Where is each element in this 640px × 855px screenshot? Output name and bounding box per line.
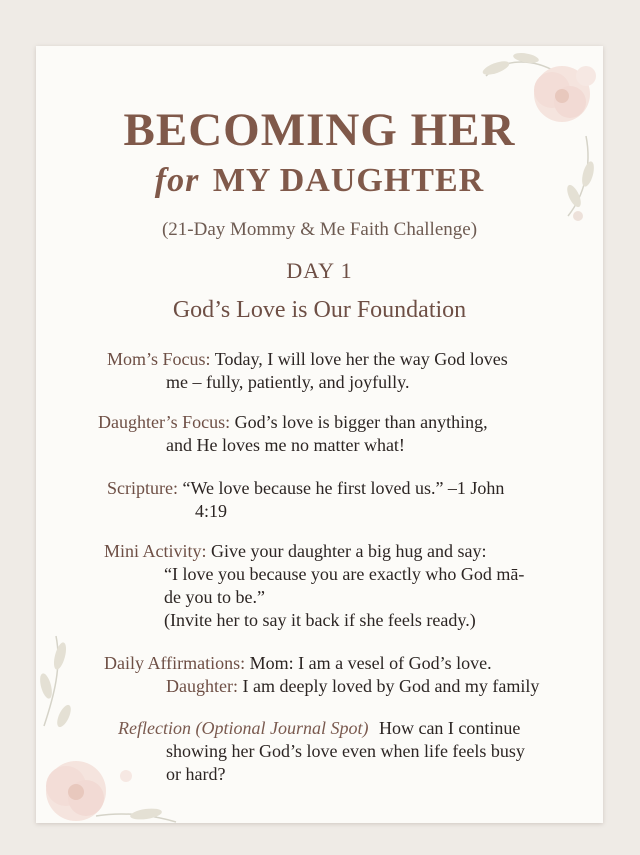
affirmations-daughter-label: Daughter: bbox=[166, 676, 238, 696]
section-affirmations bbox=[104, 652, 539, 698]
daughter-focus-text-2: and He loves me no matter what! bbox=[166, 435, 405, 455]
section-mini-activity bbox=[104, 540, 524, 632]
mom-focus-text-1: Today, I will love her the way God loves bbox=[214, 349, 508, 369]
reflection-text-3: or hard? bbox=[166, 764, 226, 784]
mom-focus-text-2: me – fully, patiently, and joyfully. bbox=[166, 372, 410, 392]
section-daughter-focus bbox=[98, 411, 488, 457]
challenge-card bbox=[36, 46, 603, 823]
title-line-2 bbox=[36, 162, 603, 200]
mini-activity-text-4: (Invite her to say it back if she feels ready.) bbox=[164, 610, 476, 630]
mini-activity-text-1: Give your daughter a big hug and say: bbox=[211, 541, 487, 561]
title-line-1: BECOMING HER bbox=[123, 104, 516, 156]
day-number: DAY 1 bbox=[286, 258, 353, 283]
mini-activity-label: Mini Activity: bbox=[104, 541, 207, 561]
reflection-text-2: showing her God’s love even when life feels busy bbox=[166, 741, 525, 761]
daughter-focus-label: Daughter’s Focus: bbox=[98, 412, 231, 432]
affirmations-mom: Mom: I am a vesel of God’s love. bbox=[249, 653, 492, 673]
scripture-text-2: 4:19 bbox=[195, 501, 228, 521]
subtitle: (21-Day Mommy & Me Faith Challenge) bbox=[161, 219, 478, 240]
title-for-word: for bbox=[154, 162, 200, 199]
day-theme: God’s Love is Our Foundation bbox=[172, 297, 467, 323]
scripture-label: Scripture: bbox=[107, 478, 178, 498]
title-my-daughter: MY DAUGHTER bbox=[212, 162, 485, 199]
affirmations-label: Daily Affirmations: bbox=[104, 653, 246, 673]
scripture-text-1: “We love because he first loved us.” –1 John bbox=[182, 478, 505, 498]
mini-activity-text-3: de you to be.” bbox=[164, 587, 265, 607]
affirmations-daughter: I am deeply loved by God and my family bbox=[242, 676, 540, 696]
reflection-text-1: How can I continue bbox=[378, 718, 521, 738]
section-reflection bbox=[118, 717, 525, 786]
section-mom-focus bbox=[107, 348, 508, 394]
section-scripture bbox=[107, 477, 504, 523]
reflection-label: Reflection (Optional Journal Spot) bbox=[118, 718, 369, 738]
daughter-focus-text-1: God’s love is bigger than anything, bbox=[234, 412, 488, 432]
mom-focus-label: Mom’s Focus: bbox=[107, 349, 211, 369]
mini-activity-text-2: “I love you because you are exactly who God mā- bbox=[164, 564, 525, 584]
